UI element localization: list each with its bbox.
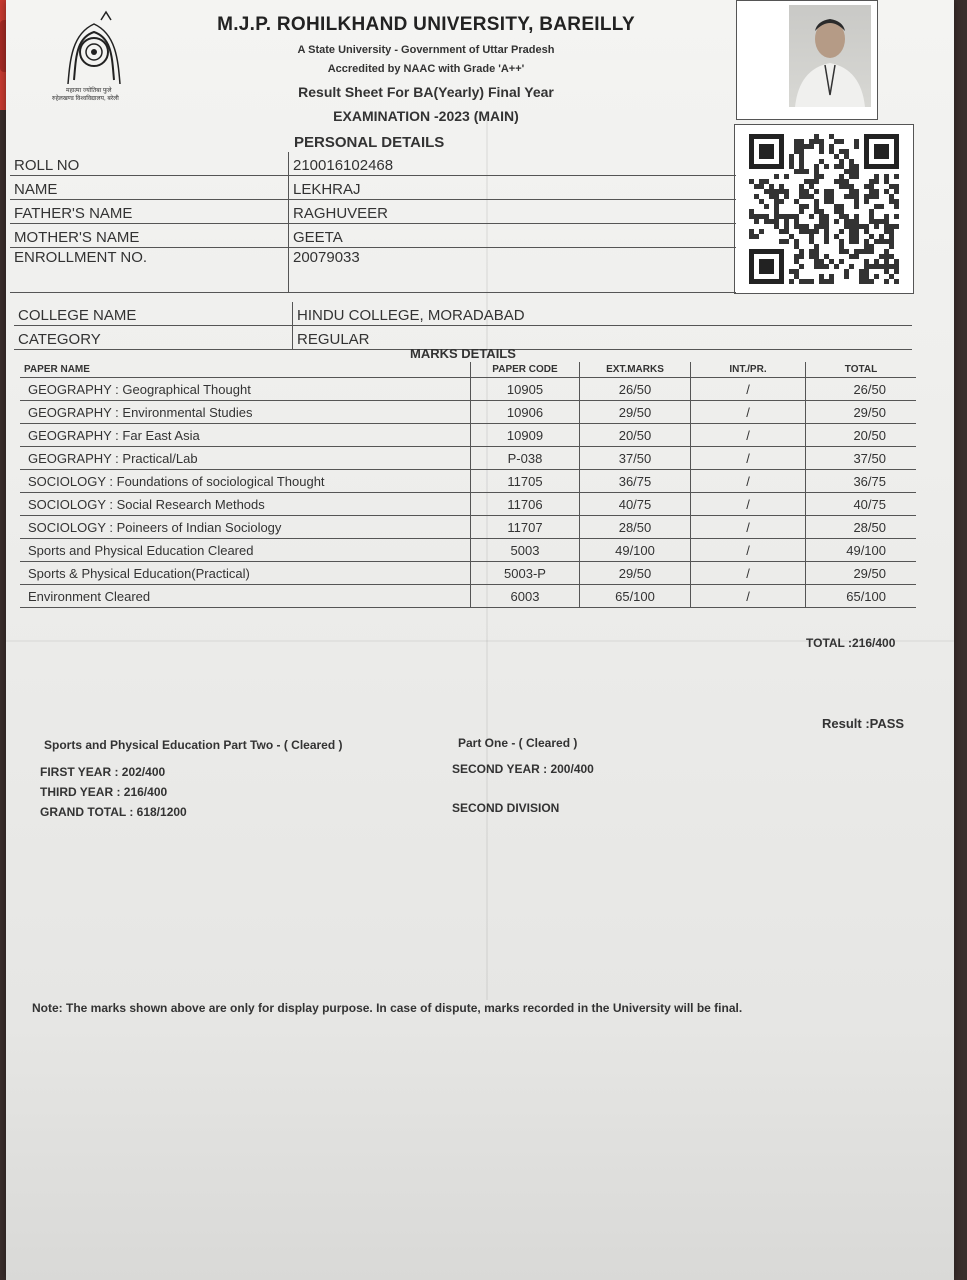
sports-part-two: Sports and Physical Education Part Two - ( Cleared ) <box>44 738 343 752</box>
paper-name <box>20 562 471 585</box>
paper-code: 6003 <box>471 585 580 608</box>
paper-name: GEOGRAPHY : Geographical Thought <box>20 378 471 401</box>
paper-title: Sports & Physical Education(Practical) <box>28 565 250 581</box>
label: ENROLLMENT NO. <box>10 248 289 293</box>
subject-name: GEOGRAPHY <box>28 450 112 466</box>
column-header: EXT.MARKS <box>580 362 691 378</box>
part-one-status: Part One - ( Cleared ) <box>458 736 578 750</box>
int-marks: / <box>691 562 806 585</box>
qr-code <box>734 124 914 294</box>
second-year-marks: SECOND YEAR : 200/400 <box>452 762 594 776</box>
paper-code: 11705 <box>471 470 580 493</box>
division: SECOND DIVISION <box>452 801 560 815</box>
logo-caption: रुहेलखण्ड विश्वविद्यालय, बरेली <box>52 96 119 102</box>
examination-title: EXAMINATION -2023 (MAIN) <box>333 108 519 124</box>
paper-name: SOCIOLOGY : Social Research Methods <box>20 493 471 516</box>
subject-name: SOCIOLOGY <box>28 496 106 512</box>
first-year-marks: FIRST YEAR : 202/400 <box>40 765 166 779</box>
ext-marks: 29/50 <box>580 562 691 585</box>
total-marks: 37/50 <box>806 447 917 470</box>
paper-code: 5003-P <box>471 562 580 585</box>
label: NAME <box>10 176 289 200</box>
university-logo <box>46 10 156 105</box>
ext-marks: 28/50 <box>580 516 691 539</box>
table-row <box>10 248 736 293</box>
column-header: TOTAL <box>806 362 917 378</box>
total-marks: 49/100 <box>806 539 917 562</box>
int-marks: / <box>691 424 806 447</box>
ext-marks: 36/75 <box>580 470 691 493</box>
paper-name: GEOGRAPHY : Practical/Lab <box>20 447 471 470</box>
paper-name <box>20 585 471 608</box>
table-row <box>14 302 912 326</box>
paper-code: 5003 <box>471 539 580 562</box>
ext-marks: 20/50 <box>580 424 691 447</box>
college-details-table <box>14 302 912 350</box>
ext-marks: 29/50 <box>580 401 691 424</box>
int-marks: / <box>691 539 806 562</box>
paper-title: Environment Cleared <box>28 588 151 604</box>
label: COLLEGE NAME <box>14 302 293 326</box>
int-marks: / <box>691 470 806 493</box>
total-marks: 40/75 <box>806 493 917 516</box>
total-marks: 65/100 <box>806 585 917 608</box>
logo-caption: महात्मा ज्योतिबा फुले <box>66 88 112 94</box>
value: RAGHUVEER <box>289 200 737 224</box>
university-subtitle: A State University - Government of Uttar Pradesh <box>297 44 555 56</box>
marks-table <box>20 362 916 608</box>
marks-row <box>20 493 916 516</box>
table-row <box>10 176 736 200</box>
paper-code: 10905 <box>471 378 580 401</box>
int-marks: / <box>691 378 806 401</box>
total-marks: 26/50 <box>806 378 917 401</box>
total-marks: 36/75 <box>806 470 917 493</box>
label: FATHER'S NAME <box>10 200 289 224</box>
result-sheet-title: Result Sheet For BA(Yearly) Final Year <box>298 84 554 100</box>
paper-title: Environmental Studies <box>122 404 253 420</box>
label: MOTHER'S NAME <box>10 224 289 248</box>
column-header: INT./PR. <box>691 362 806 378</box>
table-row <box>10 224 736 248</box>
paper-title: Poineers of Indian Sociology <box>116 519 282 535</box>
personal-details-table <box>10 152 736 293</box>
total-marks: 28/50 <box>806 516 917 539</box>
paper-code: 10906 <box>471 401 580 424</box>
marks-row <box>20 447 916 470</box>
marks-row <box>20 424 916 447</box>
student-photo <box>736 0 878 120</box>
ext-marks: 40/75 <box>580 493 691 516</box>
subject-name: GEOGRAPHY <box>28 381 112 397</box>
table-row <box>10 152 736 176</box>
total-marks: 29/50 <box>806 401 917 424</box>
ext-marks: 49/100 <box>580 539 691 562</box>
marks-row <box>20 562 916 585</box>
int-marks: / <box>691 585 806 608</box>
ext-marks: 26/50 <box>580 378 691 401</box>
value: REGULAR <box>293 326 913 350</box>
result-sheet <box>6 0 954 1280</box>
paper-code: P-038 <box>471 447 580 470</box>
paper-name: SOCIOLOGY : Foundations of sociological Thought <box>20 470 471 493</box>
naac-accreditation: Accredited by NAAC with Grade 'A++' <box>327 63 525 75</box>
int-marks: / <box>691 516 806 539</box>
marks-details-title: MARKS DETAILS <box>410 346 516 361</box>
marks-row <box>20 539 916 562</box>
value: 210016102468 <box>289 152 737 176</box>
grand-total: GRAND TOTAL : 618/1200 <box>40 805 187 819</box>
table-header-row <box>20 362 916 378</box>
paper-code: 11706 <box>471 493 580 516</box>
subject-name: SOCIOLOGY <box>28 473 106 489</box>
int-marks: / <box>691 401 806 424</box>
label: ROLL NO <box>10 152 289 176</box>
marks-row <box>20 401 916 424</box>
marks-row <box>20 516 916 539</box>
value: 20079033 <box>289 248 737 293</box>
paper-title: Social Research Methods <box>116 496 265 512</box>
marks-row <box>20 585 916 608</box>
paper-name: GEOGRAPHY : Far East Asia <box>20 424 471 447</box>
subject-name: GEOGRAPHY <box>28 427 112 443</box>
int-marks: / <box>691 493 806 516</box>
paper-title: Sports and Physical Education Cleared <box>28 542 254 558</box>
paper-code: 11707 <box>471 516 580 539</box>
university-name: M.J.P. ROHILKHAND UNIVERSITY, BAREILLY <box>217 14 635 35</box>
paper-title: Geographical Thought <box>122 381 251 397</box>
paper-title: Far East Asia <box>122 427 200 443</box>
table-row <box>10 200 736 224</box>
result-status: Result :PASS <box>822 716 905 731</box>
value: HINDU COLLEGE, MORADABAD <box>293 302 913 326</box>
marks-row <box>20 378 916 401</box>
int-marks: / <box>691 447 806 470</box>
label: CATEGORY <box>14 326 293 350</box>
total-marks: 29/50 <box>806 562 917 585</box>
third-year-marks: THIRD YEAR : 216/400 <box>40 785 168 799</box>
personal-details-title: PERSONAL DETAILS <box>294 134 445 151</box>
value: LEKHRAJ <box>289 176 737 200</box>
paper-title: Foundations of sociological Thought <box>116 473 325 489</box>
paper-name <box>20 539 471 562</box>
total-marks: 20/50 <box>806 424 917 447</box>
paper-name: SOCIOLOGY : Poineers of Indian Sociology <box>20 516 471 539</box>
subject-name: GEOGRAPHY <box>28 404 112 420</box>
value: GEETA <box>289 224 737 248</box>
column-header: PAPER NAME <box>20 362 471 378</box>
subject-name: SOCIOLOGY <box>28 519 106 535</box>
paper-code: 10909 <box>471 424 580 447</box>
column-header: PAPER CODE <box>471 362 580 378</box>
marks-row <box>20 470 916 493</box>
paper-title: Practical/Lab <box>122 450 198 466</box>
ext-marks: 65/100 <box>580 585 691 608</box>
ext-marks: 37/50 <box>580 447 691 470</box>
paper-name: GEOGRAPHY : Environmental Studies <box>20 401 471 424</box>
marks-total: TOTAL :216/400 <box>806 636 896 650</box>
disclaimer-note: Note: The marks shown above are only for display purpose. In case of dispute, marks recorded in the University will be final. <box>32 1001 743 1015</box>
